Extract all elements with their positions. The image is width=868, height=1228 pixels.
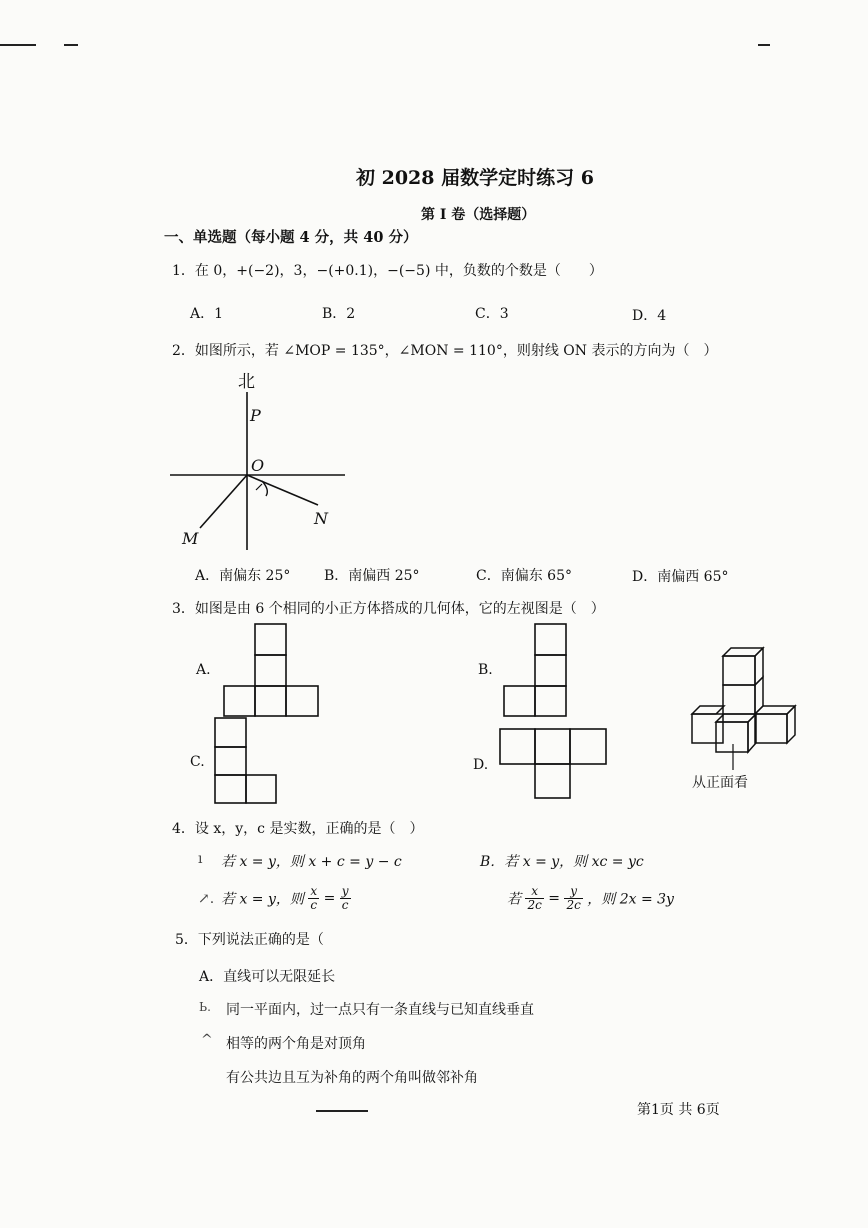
page-number: 第1页 共 6页	[637, 1102, 720, 1118]
question-4-option-d	[507, 885, 674, 912]
question-4-option-a-mark: ı	[198, 851, 203, 867]
question-5-option-a: A．直线可以无限延长	[199, 969, 336, 985]
question-2-stem: 2．如图所示，若 ∠MOP = 135°，∠MON = 110°，则射线 ON 表示的方向为（ ）	[172, 343, 718, 359]
scan-mark	[64, 44, 78, 46]
option-c-text: 若 x = y，则	[221, 891, 304, 908]
question-1-option-c: C．3	[475, 306, 509, 322]
question-5-option-b: 同一平面内，过一点只有一条直线与已知直线垂直	[226, 1002, 534, 1018]
option-c-fraction-left	[308, 885, 319, 912]
question-4-option-b: B．若 x = y，则 xc = yc	[480, 854, 644, 870]
question-3-stem: 3．如图是由 6 个相同的小正方体搭成的几何体，它的左视图是（ ）	[172, 601, 605, 617]
ray-om	[200, 475, 247, 528]
angle-arc	[262, 481, 267, 496]
question-3-option-b-label: B.	[478, 662, 493, 678]
option-d-fraction-right	[564, 885, 582, 912]
question-3-option-d-label: D.	[473, 757, 489, 773]
equals-sign: =	[323, 890, 336, 907]
option-c-view	[215, 718, 276, 803]
fraction-denominator: 2c	[566, 898, 581, 912]
front-view-caption: 从正面看	[692, 775, 748, 791]
option-d-text: 若	[507, 891, 521, 908]
question-2-option-b: B．南偏西 25°	[324, 568, 420, 584]
fraction-numerator: x	[310, 884, 318, 898]
footer-rule	[316, 1110, 368, 1112]
point-m-label: M	[182, 529, 199, 548]
option-d-conclusion: ，则 2x = 3y	[587, 891, 674, 908]
fraction-numerator: x	[525, 885, 543, 899]
question-2-option-c: C．南偏东 65°	[476, 568, 572, 584]
question-3-option-c-label: C.	[190, 754, 205, 770]
fraction-denominator: 2c	[527, 898, 542, 912]
question-5-option-b-mark: Ь.	[199, 1000, 211, 1014]
question-5-stem: 5．下列说法正确的是（	[175, 932, 324, 948]
question-2-option-a: A．南偏东 25°	[195, 568, 291, 584]
section-heading: 一、单选题（每小题 4 分，共 40 分）	[164, 229, 418, 246]
question-1-stem: 1．在 0，+(−2)，3，−(+0.1)，−(−5) 中，负数的个数是（ ）	[172, 263, 603, 279]
paper-part-title: 第 I 卷（选择题）	[421, 207, 536, 223]
ray-on	[247, 475, 318, 505]
fraction-numerator: y	[341, 884, 349, 898]
question-4-option-a: 若 x = y，则 x + c = y − c	[221, 854, 402, 870]
question-5-option-d: 有公共边且互为补角的两个角叫做邻补角	[226, 1070, 478, 1086]
north-label: 北	[238, 372, 255, 392]
option-c-fraction-right	[340, 885, 351, 912]
cube-solid	[692, 648, 795, 752]
option-d-fraction-left	[525, 885, 543, 912]
question-3-option-a-label: A.	[196, 662, 211, 678]
point-o-label: O	[251, 456, 265, 475]
question-1-option-b: B．2	[322, 306, 356, 322]
question-5-option-c: 相等的两个角是对顶角	[226, 1036, 366, 1052]
equals-sign: =	[548, 890, 560, 907]
question-2-option-d: D．南偏西 65°	[632, 569, 729, 585]
fraction-denominator: c	[341, 898, 349, 912]
option-d-view	[500, 729, 606, 798]
point-p-label: P	[250, 406, 261, 425]
fraction-denominator: c	[310, 898, 318, 912]
question-1-option-d: D．4	[632, 308, 667, 324]
question-1-option-a: A．1	[190, 306, 224, 322]
fraction-numerator: y	[564, 885, 582, 899]
angle-tick	[256, 484, 262, 490]
scan-mark	[0, 44, 36, 46]
point-n-label: N	[314, 509, 328, 528]
scan-mark	[758, 44, 770, 46]
page-title: 初 2028 届数学定时练习 6	[356, 167, 594, 189]
question-4-option-c-mark: ↗.	[198, 891, 215, 907]
option-b-view	[504, 624, 566, 716]
question-4-option-c	[221, 885, 351, 912]
question-5-option-c-mark: ^	[201, 1032, 213, 1048]
option-a-view	[224, 624, 318, 716]
question-4-stem: 4．设 x，y，c 是实数，正确的是（ ）	[172, 821, 424, 837]
